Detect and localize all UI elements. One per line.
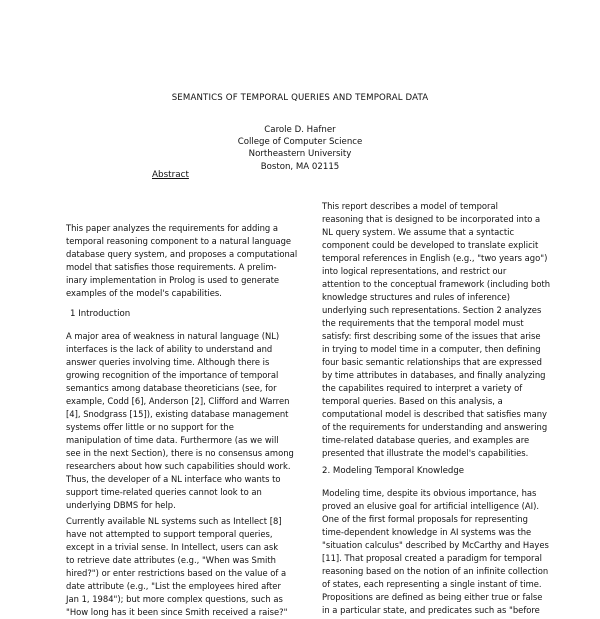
body-line: Propositions are defined as being either true or false [322, 592, 543, 602]
body-line: of the requirements for understanding and answering [322, 422, 548, 432]
section-heading-modeling: 2. Modeling Temporal Knowledge [322, 466, 465, 476]
section-heading-introduction: 1 Introduction [70, 309, 131, 319]
body-line: attention to the conceptual framework (including both [322, 279, 551, 289]
body-line: temporal references in English (e.g., "two years ago") [322, 253, 548, 263]
intro-line: researchers about how such capabilities should work. [66, 461, 291, 471]
intro-line: answer queries involving time. Although there is [66, 357, 270, 367]
intro-line: support time-related queries cannot look to an [66, 487, 262, 497]
body-line: in a particular state, and predicates such as "before [322, 605, 540, 615]
intro-line: manipulation of time data. Furthermore (as we will [66, 435, 279, 445]
abstract-line: model that satisfies those requirements. A prelim- [66, 262, 277, 272]
affiliation-line: Boston, MA 02115 [260, 161, 340, 172]
affiliation-line: Northeastern University [248, 149, 352, 160]
intro-line: Thus, the developer of a NL interface who wants to [66, 474, 281, 484]
intro-line: "How long has it been since Smith received a raise?" [66, 607, 288, 617]
abstract-line: inary implementation in Prolog is used to generate [66, 275, 280, 285]
body-line: into logical representations, and restrict our [322, 266, 507, 276]
body-line: four basic semantic relationships that are expressed [322, 357, 542, 367]
body-line: of states, each representing a single instant of time. [322, 579, 542, 589]
intro-line: date attribute (e.g., "List the employees hired after [66, 581, 281, 591]
body-line: knowledge structures and rules of inference) [322, 292, 510, 302]
body-line: the capabilites required to interpret a variety of [322, 383, 523, 393]
author-name: Carole D. Hafner [264, 125, 336, 135]
body-line: the requirements that the temporal model must [322, 318, 524, 328]
abstract-line: database query system, and proposes a computational [66, 249, 298, 259]
intro-line: interfaces is the lack of ability to understand and [66, 344, 273, 354]
author-block [0, 124, 600, 173]
body-line: This report describes a model of temporal [322, 201, 498, 211]
intro-line: have not attempted to support temporal queries, [66, 529, 273, 539]
affiliation-line: College of Computer Science [237, 137, 363, 148]
body-line: underlying such representations. Section 2 analyzes [322, 305, 542, 315]
intro-line: growing recognition of the importance of temporal [66, 370, 279, 380]
body-line: reasoning based on the notion of an infinite collection [322, 566, 549, 576]
intro-line: Jan 1, 1984"); but more complex questions, such as [66, 594, 283, 604]
abstract-line: This paper analyzes the requirements for adding a [66, 223, 279, 233]
abstract-line: temporal reasoning component to a natural language [66, 236, 292, 246]
paper-title: SEMANTICS OF TEMPORAL QUERIES AND TEMPORAL DATA [171, 93, 429, 103]
body-line: satisfy: first describing some of the issues that arise [322, 331, 541, 341]
body-line: presented that illustrate the model's capabilities. [322, 448, 529, 458]
intro-line: see in the next Section), there is no consensus among [66, 448, 294, 458]
intro-line: systems offer little or no support for the [66, 422, 234, 432]
body-line: proved an elusive goal for artificial intelligence (AI). [322, 501, 540, 511]
abstract-heading: Abstract [152, 170, 189, 180]
body-line: time-dependent knowledge in AI systems was the [322, 527, 532, 537]
intro-line: A major area of weakness in natural language (NL) [66, 331, 280, 341]
body-line: [11]. That proposal created a paradigm for temporal [322, 553, 542, 563]
intro-line: Currently available NL systems such as Intellect [8] [66, 516, 282, 526]
body-line: NL query system. We assume that a syntactic [322, 227, 515, 237]
body-line: computational model is described that satisfies many [322, 409, 547, 419]
body-line: component could be developed to translate explicit [322, 240, 539, 250]
intro-line: semantics among database theoreticians (see, for [66, 383, 277, 393]
intro-line: underlying DBMS for help. [66, 500, 176, 510]
body-line: One of the first formal proposals for representing [322, 514, 528, 524]
body-line: temporal queries. Based on this analysis, a [322, 396, 503, 406]
body-line: by time attributes in databases, and finally analyzing [322, 370, 546, 380]
body-line: "situation calculus" described by McCarthy and Hayes [322, 540, 549, 550]
intro-line: hired?") or enter restrictions based on the value of a [66, 568, 287, 578]
intro-line: to retrieve date attributes (e.g., "When was Smith [66, 555, 276, 565]
body-line: time-related database queries, and examples are [322, 435, 530, 445]
body-line: in trying to model time in a computer, then defining [322, 344, 541, 354]
abstract-line: examples of the model's capabilities. [66, 288, 222, 298]
intro-line: example, Codd [6], Anderson [2], Clifford and Warren [66, 396, 290, 406]
intro-line: [4], Snodgrass [15]), existing database management [66, 409, 289, 419]
intro-line: except in a trivial sense. In Intellect, users can ask [66, 542, 279, 552]
body-line: reasoning that is designed to be incorporated into a [322, 214, 541, 224]
body-line: Modeling time, despite its obvious importance, has [322, 488, 537, 498]
